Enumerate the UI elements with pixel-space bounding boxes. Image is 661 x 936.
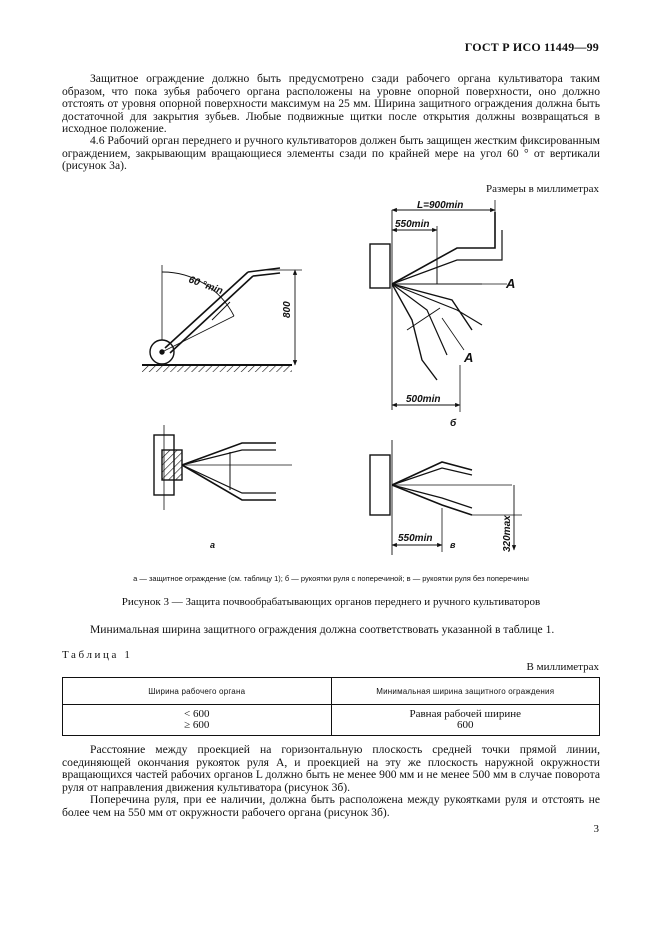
dim-550-bottom-label: 550min [398, 533, 433, 544]
subfigure-v-top-view [370, 440, 522, 555]
dim-320-label: 320max [502, 515, 513, 552]
angle-label: 60 °min [186, 274, 225, 298]
figure-3-svg [62, 190, 602, 560]
dim-500-label: 500min [406, 394, 441, 405]
paragraph-crossbar: Поперечина руля, при ее наличии, должна быть расположена между рукоятками руля и отстоять не более чем на 550 мм от окружности рабочего органа (рисунок 3б). [62, 793, 600, 819]
point-A-label-2: A [464, 350, 474, 365]
paragraph-distance: Расстояние между проекцией на горизонтальную плоскость средней точки прямой линии, соединяющей окончания рукояток руля А, и проекцией на эту же плоскость наружной окружности вращающихся частей рабочих органов L должно быть не менее 900 мм и не менее 500 мм в случае поворота руля от направления движения культиватора (рисунок 3б). [62, 743, 600, 794]
cell-value: ≥ 600 [184, 719, 210, 731]
table-header-row [63, 678, 600, 705]
figure-caption: Рисунок 3 — Защита почвообрабатывающих органов переднего и ручного культиваторов [121, 596, 541, 608]
paragraph-4-6: 4.6 Рабочий орган переднего и ручного культиваторов должен быть защищен жестким фиксированным ограждением, закрывающим вращающиеся элементы сзади по крайней мере на угол 60 ° от вертикали (рисунок 3а). [62, 134, 600, 173]
standard-designation: ГОСТ Р ИСО 11449—99 [464, 40, 599, 54]
height-dimension-label: 800 [282, 301, 293, 318]
L-dimension-label: L=900min [417, 200, 464, 211]
table-cell-work-width [63, 705, 332, 736]
paragraph-table-ref: Минимальная ширина защитного ограждения должна соответствовать указанной в таблице 1. [90, 623, 555, 636]
table-units-label: В миллиметрах [526, 661, 599, 673]
dim-550-top-label: 550min [395, 219, 430, 230]
table-1 [62, 677, 600, 736]
paragraph-guard-rear: Защитное ограждение должно быть предусмотрено сзади рабочего органа культиватора таким образом, что пока зубья рабочего органа расположены на уровне опорной поверхности, оно должно отстоять от уровня опорной поверхности максимум на 25 мм. Ширина защитного ограждения должна быть достаточной для закрытия зубьев. Любые подвижные щитки после открытия должны возвращаться в исходное положение. [62, 72, 600, 136]
subfigure-a-side-view [142, 265, 302, 372]
subfigure-b-top-view [370, 200, 507, 412]
table-header-work-width: Ширина рабочего органа [63, 678, 332, 705]
table-row [63, 705, 600, 736]
subfigure-guard-top-view [154, 425, 292, 510]
table-title: Таблица 1 [62, 649, 133, 661]
table-cell-guard-width [331, 705, 600, 736]
point-A-label-1: A [506, 276, 516, 291]
page-number: 3 [593, 823, 599, 835]
cell-value: < 600 [184, 708, 210, 720]
cell-value: Равная рабочей ширине [409, 708, 522, 720]
subfigure-a-label: а [210, 540, 216, 550]
cell-value: 600 [457, 719, 474, 731]
subfigure-v-label: в [450, 540, 456, 550]
figure-units-label: Размеры в миллиметрах [486, 183, 599, 195]
figure-legend: а — защитное ограждение (см. таблицу 1); б — рукоятки руля с поперечиной; в — рукоятки руля без поперечины [133, 574, 529, 583]
table-header-guard-width: Минимальная ширина защитного ограждения [331, 678, 600, 705]
subfigure-b-label: б [450, 418, 457, 429]
figure-3-drawing [62, 190, 602, 560]
